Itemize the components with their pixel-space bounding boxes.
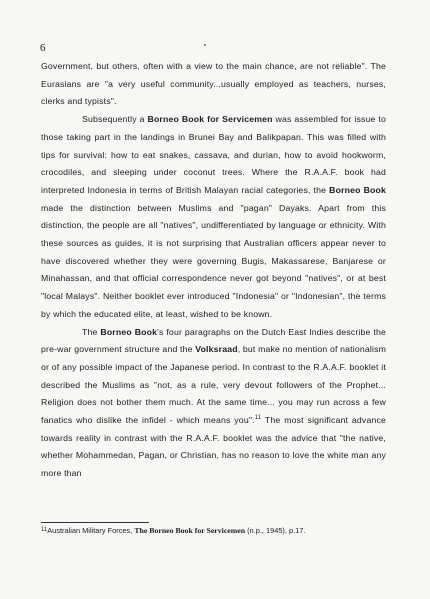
bold-title: Borneo Book: [329, 184, 386, 195]
paragraph-text: made the distinction between Muslims and "pagan" Dayaks. Apart from this distinction, the people are all "natives", undifferentiated by language or ethnicity. With these sources as guides, it is not surprising that Australian officers appear never to have discovered whether they were governing Bugis, Makassarese, Banjarese or Minahassan, and that official correspondence never got beyond "natives", or at best "local Malays". Neither booklet ever introduced "Indonesia" or "Indonesian", the terms by which the educated elite, at least, wished to be known.: [41, 202, 386, 319]
paragraph: [41, 324, 386, 483]
footnote-marker: 11: [41, 527, 48, 533]
paragraph-text: was assembled for issue to those taking part in the landings in Brunei Bay and Balikpapan. This was filled with tips for survival: how to eat snakes, cassava, and durian, how to avoid hookworm, crocodiles, and sleeping under coconut trees. Where the R.A.A.F. book had interpreted Indonesia in terms of British Malayan racial categories, the: [41, 114, 386, 195]
paragraph: [41, 58, 386, 111]
paragraph-text: Government, but others, often with a view to the main chance, are not reliable". The Eurasians are "a very useful community...usually employed as teachers, nurses, clerks and typists".: [41, 61, 386, 107]
footnote-source: Australian Military Forces,: [47, 526, 135, 535]
footnote-book-title: The Borneo Book for Servicemen: [134, 526, 246, 535]
paragraph-text: Subsequently a: [82, 114, 148, 125]
scan-speck: [204, 44, 206, 46]
paragraph-text: 's four paragraphs on the Dutch East Indies describe the pre-war government structure and the: [41, 326, 386, 355]
bold-title: Volksraad: [195, 344, 238, 355]
body-text: [41, 58, 386, 483]
paragraph-text: The most significant advance towards reality in contrast with the R.A.A.F. booklet was the advice that "the native, whether Mohammedan, Pagan, or Christian, has no reason to love the white man any more than: [41, 415, 386, 479]
footnote-publication: (n.p., 1945), p.17.: [245, 526, 306, 535]
paragraph-text: , but make no mention of nationalism or of any possible impact of the Japanese period. In contrast to the R.A.A.F. booklet it described the Muslims as "not, as a rule, very devout followers of the Prophet... Religion does not bother them much. At the same time... you may run across a few fanatics who dislike the infidel - which means you".: [41, 344, 386, 426]
bold-title: Borneo Book for Servicemen: [147, 114, 273, 125]
footnote: [41, 525, 371, 537]
footnote-reference: 11: [254, 415, 262, 422]
paragraph-text: The: [82, 326, 101, 337]
paragraph: [41, 111, 386, 323]
footnote-rule: [41, 522, 149, 523]
page-number: 6: [40, 42, 46, 54]
bold-title: Borneo Book: [100, 326, 158, 337]
